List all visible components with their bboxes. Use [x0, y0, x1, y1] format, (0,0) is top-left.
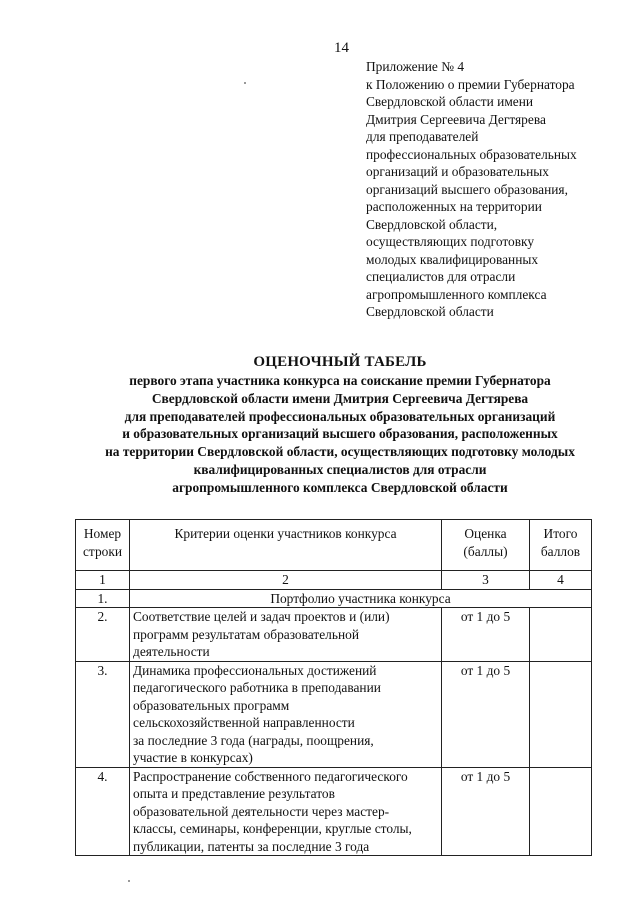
table-row [76, 661, 592, 767]
header-score [442, 520, 530, 571]
subtitle-line: для преподавателей профессиональных образовательных организаций [124, 408, 556, 424]
header-text: Критерии оценки участников конкурса [174, 526, 397, 541]
appendix-line: Свердловской области имени [366, 94, 534, 109]
appendix-line: профессиональных образовательных [366, 146, 577, 162]
row-total [530, 767, 592, 856]
row-total [530, 608, 592, 662]
criteria-line: педагогического работника в преподавании [133, 680, 381, 695]
criteria-line: Динамика профессиональных достижений [133, 662, 377, 678]
appendix-line: организаций высшего образования, [366, 181, 568, 197]
header-row-number [76, 520, 130, 571]
table-header-row [76, 520, 592, 571]
page-number: 14 [334, 40, 349, 56]
column-number: 4 [530, 571, 592, 590]
table-row [76, 767, 592, 856]
column-number: 2 [130, 571, 442, 590]
subtitle-line: агропромышленного комплекса Свердловской области [172, 479, 508, 495]
criteria-line: публикации, патенты за последние 3 года [133, 838, 370, 854]
scan-speck [128, 880, 130, 882]
document-title-block [40, 352, 640, 497]
appendix-line: Свердловской области, [366, 216, 498, 232]
document-title: ОЦЕНОЧНЫЙ ТАБЕЛЬ [253, 354, 427, 370]
row-criteria [130, 767, 442, 856]
column-number: 3 [442, 571, 530, 590]
appendix-line: организаций и образовательных [366, 164, 549, 179]
criteria-line: образовательных программ [133, 697, 290, 713]
header-text: баллов [540, 543, 581, 559]
criteria-line: сельскохозяйственной направленности [133, 715, 355, 730]
criteria-line: программ результатам образовательной [133, 626, 359, 642]
criteria-line: участие в конкурсах) [133, 750, 253, 765]
score-table [75, 519, 592, 856]
document-subtitle [40, 372, 640, 497]
row-score: от 1 до 5 [442, 608, 530, 662]
section-row [76, 589, 592, 608]
row-number: 4. [76, 767, 130, 856]
subtitle-line: на территории Свердловской области, осуществляющих подготовку молодых [105, 444, 575, 460]
criteria-line: образовательной деятельности через мастер- [133, 803, 390, 819]
header-text: Итого [543, 526, 578, 541]
appendix-line: специалистов для отрасли [366, 269, 516, 284]
section-label: Портфолио участника конкурса [130, 589, 592, 608]
appendix-line: Свердловской области [366, 304, 494, 319]
scan-speck [244, 82, 246, 84]
criteria-line: классы, семинары, конференции, круглые столы, [133, 821, 412, 836]
subtitle-line: Свердловской области имени Дмитрия Сергеевича Дегтярева [151, 390, 529, 406]
appendix-line: к Положению о премии Губернатора [366, 76, 575, 92]
appendix-line: молодых квалифицированных [366, 251, 539, 267]
criteria-line: Распространение собственного педагогического [133, 768, 408, 784]
column-number: 1 [76, 571, 130, 590]
header-total [530, 520, 592, 571]
subtitle-line: и образовательных организаций высшего образования, расположенных [122, 426, 558, 442]
row-score: от 1 до 5 [442, 767, 530, 856]
row-criteria [130, 608, 442, 662]
row-number: 3. [76, 661, 130, 767]
column-number-row [76, 571, 592, 590]
row-total [530, 661, 592, 767]
row-criteria [130, 661, 442, 767]
criteria-line: Соответствие целей и задач проектов и (или) [133, 609, 390, 624]
header-text: строки [82, 543, 123, 559]
row-score: от 1 до 5 [442, 661, 530, 767]
subtitle-line: квалифицированных специалистов для отрасли [193, 461, 487, 477]
appendix-line: агропромышленного комплекса [366, 286, 547, 302]
header-text: Номер [83, 526, 122, 541]
row-number: 2. [76, 608, 130, 662]
criteria-line: опыта и представление результатов [133, 786, 335, 801]
criteria-line: за последние 3 года (награды, поощрения, [133, 732, 374, 748]
appendix-header [366, 58, 626, 321]
table-row [76, 608, 592, 662]
subtitle-line: первого этапа участника конкурса на соискание премии Губернатора [129, 373, 551, 388]
criteria-line: деятельности [133, 644, 210, 659]
appendix-line: Дмитрия Сергеевича Дегтярева [366, 111, 546, 127]
header-criteria [130, 520, 442, 571]
header-text: Оценка [464, 526, 507, 541]
appendix-line: расположенных на территории [366, 199, 542, 214]
section-number: 1. [76, 589, 130, 608]
appendix-line: Приложение № 4 [366, 59, 465, 74]
header-text: (баллы) [463, 543, 508, 559]
appendix-line: для преподавателей [366, 129, 479, 144]
appendix-line: осуществляющих подготовку [366, 234, 535, 249]
